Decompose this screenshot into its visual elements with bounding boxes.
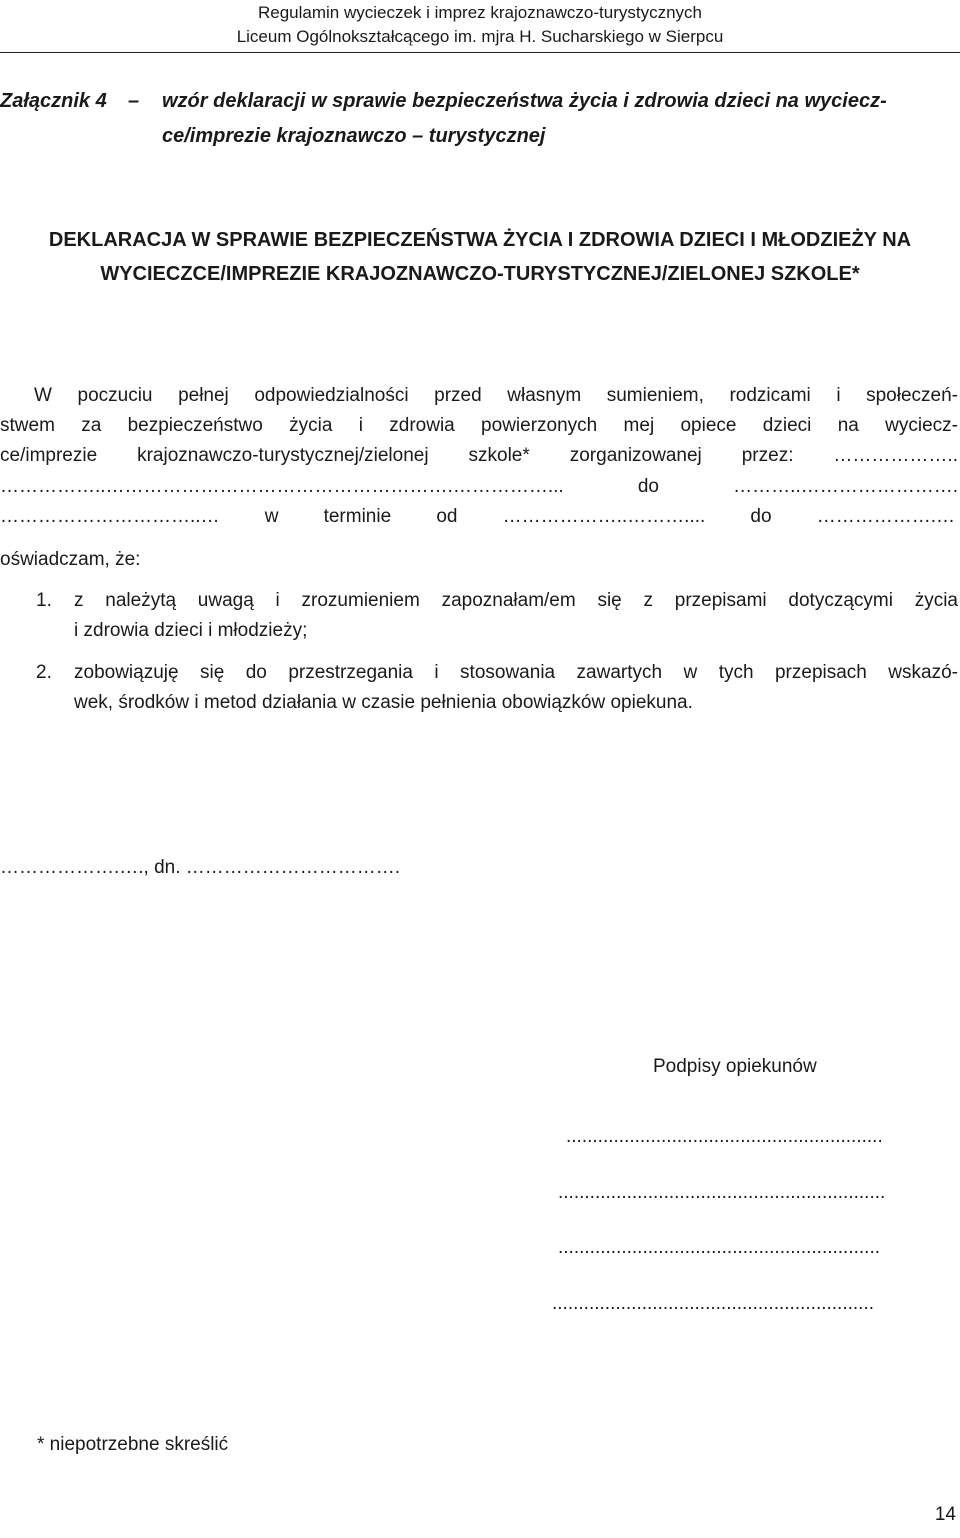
- signature-line: .............................................................: [558, 1237, 881, 1258]
- page-number: 14: [934, 1504, 956, 1525]
- header-rule: [0, 52, 960, 53]
- annex-title-line-1: wzór deklaracji w sprawie bezpieczeństwa życia i zdrowia dzieci na wyciecz-: [162, 90, 887, 112]
- declaration-title-line-1: DEKLARACJA W SPRAWIE BEZPIECZEŃSTWA ŻYCIA I ZDROWIA DZIECI I MŁODZIEŻY NA: [48, 229, 912, 251]
- signature-line: .............................................................: [552, 1293, 875, 1314]
- signatures-label: Podpisy opiekunów: [653, 1056, 817, 1077]
- declaration-title-line-2: WYCIECZCE/IMPREZIE KRAJOZNAWCZO-TURYSTYCZNEJ/ZIELONEJ SZKOLE*: [100, 263, 860, 285]
- paragraph-line-4: ……………..……………………………………………….……………... do ………..…………………….: [0, 476, 958, 497]
- signature-line: ............................................................: [566, 1126, 883, 1147]
- item-number: 1.: [36, 590, 52, 611]
- signature-line: ..............................................................: [558, 1182, 886, 1203]
- item-2-line-2: wek, środków i metod działania w czasie pełnienia obowiązków opiekuna.: [74, 692, 693, 713]
- annex-label: Załącznik 4: [0, 90, 107, 112]
- item-number: 2.: [36, 662, 52, 683]
- place-date-line: ……………….…., dn. …………………………….: [0, 857, 401, 878]
- item-2-line-1: zobowiązuję się do przestrzegania i stosowania zawartych w tych przepisach wskazó-: [74, 662, 958, 683]
- item-1-line-2: i zdrowia dzieci i młodzieży;: [74, 620, 308, 641]
- paragraph-line-3: ce/imprezie krajoznawczo-turystycznej/zielonej szkole* zorganizowanej przez: ………………..: [0, 445, 958, 466]
- document-header-line-1: Regulamin wycieczek i imprez krajoznawczo-turystycznych: [257, 3, 703, 22]
- paragraph-line-5: …………………………..… w terminie od ………………..……….... do ……………….…: [0, 506, 955, 527]
- paragraph-line-2: stwem za bezpieczeństwo życia i zdrowia powierzonych mej opiece dzieci na wyciecz-: [0, 415, 958, 436]
- footnote: * niepotrzebne skreślić: [37, 1434, 229, 1455]
- annex-dash: –: [128, 90, 140, 112]
- paragraph-line-1: W poczuciu pełnej odpowiedzialności przed własnym sumieniem, rodzicami i społeczeń-: [34, 385, 958, 406]
- item-1-line-1: z należytą uwagą i zrozumieniem zapoznałam/em się z przepisami dotyczącymi życia: [74, 590, 958, 611]
- declare-text: oświadczam, że:: [0, 549, 141, 570]
- document-header-line-2: Liceum Ogólnokształcącego im. mjra H. Sucharskiego w Sierpcu: [236, 27, 724, 46]
- annex-title-line-2: ce/imprezie krajoznawczo – turystycznej: [162, 125, 546, 147]
